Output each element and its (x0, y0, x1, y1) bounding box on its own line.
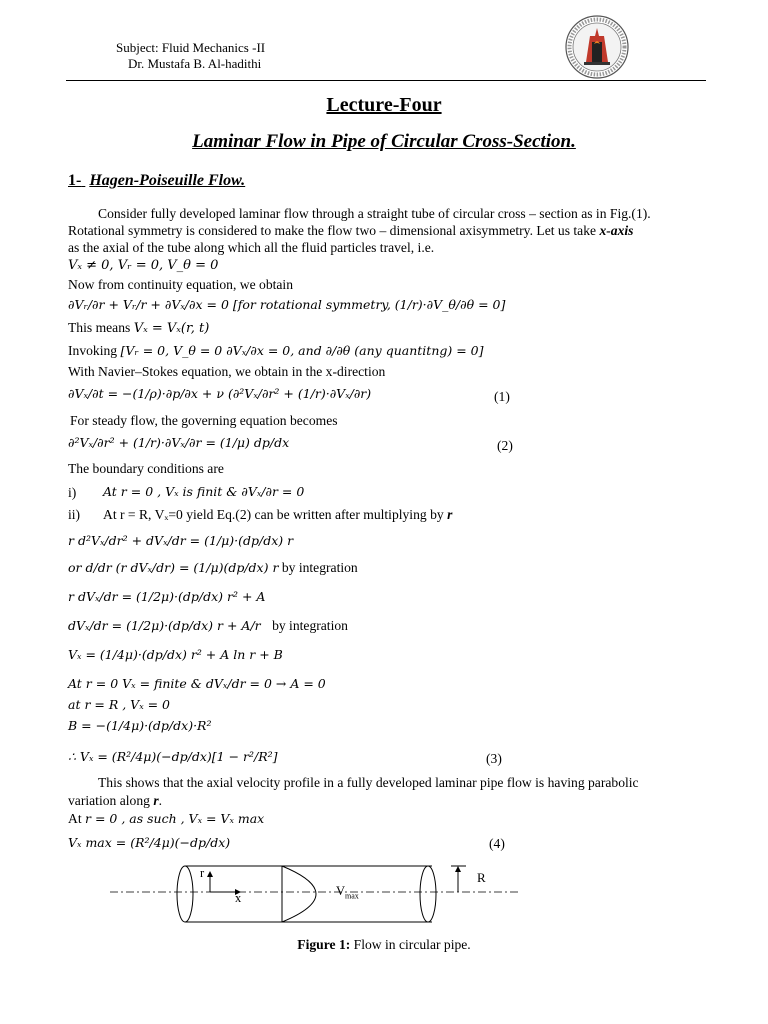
section-heading (68, 172, 245, 190)
max-velocity-condition: r = 0 , as such , Vₓ = Vₓ max (85, 811, 265, 826)
boundary-conditions-text: The boundary conditions are (68, 461, 224, 476)
this-means-line: This means Vₓ = Vₓ(r, t) (68, 320, 210, 336)
pipe-flow-figure (110, 858, 530, 930)
invoking-line: Invoking [Vᵣ = 0, V_θ = 0 ∂Vₓ/∂x = 0, and ∂/∂θ (any quantitng) = 0] (68, 343, 484, 358)
figure-caption: Figure 1: Flow in circular pipe. (297, 937, 471, 952)
x-axis-term: x-axis (599, 223, 634, 238)
university-logo-icon (564, 14, 630, 80)
by-integration-1: by integration (281, 560, 358, 575)
figure-label-r: r (200, 866, 205, 880)
condition-rR-equation: at r = R , Vₓ = 0 (68, 697, 171, 712)
pipe-inlet-ellipse (177, 866, 193, 922)
vx-general-equation: Vₓ = (1/4μ)·(dp/dx) r² + A ln r + B (68, 647, 283, 662)
or-equation: or d/dr (r dVₓ/dr) = (1/μ)(dp/dx) r (68, 560, 279, 575)
this-means-equation: Vₓ = Vₓ(r, t) (133, 321, 210, 336)
integration-2-equation: dVₓ/dr = (1/2μ)·(dp/dx) r + A/r (68, 618, 261, 633)
header-rule (66, 80, 706, 81)
parabolic-line-2: variation along r. (68, 793, 163, 808)
equation-4-number: (4) (489, 836, 505, 851)
equation-1-number: (1) (494, 389, 510, 404)
intro-line-2: Rotational symmetry is considered to make the flow two – dimensional axisymmetry. Let us take x-axis (68, 223, 634, 238)
constant-B-equation: B = −(1/4μ)·(dp/dx)·R² (68, 718, 212, 733)
intro-line-3: as the axial of the tube along which all the fluid particles travel, i.e. (68, 240, 435, 255)
bc-1-equation: At r = 0 , Vₓ is finit & ∂Vₓ/∂r = 0 (103, 484, 305, 499)
lecture-subtitle: Laminar Flow in Pipe of Circular Cross-Section. (192, 131, 576, 152)
integration-1-equation: r dVₓ/dr = (1/2μ)·(dp/dx) r² + A (68, 589, 266, 604)
intro-line-1: Consider fully developed laminar flow through a straight tube of circular cross – section as in Fig.(1). (98, 206, 651, 221)
bc-1-label: i) (68, 485, 77, 500)
integration-2-line (68, 617, 348, 635)
invoking-equation: [Vᵣ = 0, V_θ = 0 ∂Vₓ/∂x = 0, and ∂/∂θ (any quantitng) = 0] (120, 343, 484, 358)
equation-3-number: (3) (486, 751, 502, 766)
figure-label-R: R (477, 870, 486, 885)
figure-label-vmax: $V_{max}$ (336, 884, 359, 901)
navier-text: With Navier–Stokes equation, we obtain in the x-direction (68, 364, 386, 379)
multiplied-equation: r d²Vₓ/dr² + dVₓ/dr = (1/μ)·(dp/dx) r (68, 533, 294, 548)
subject-line: Subject: Fluid Mechanics -II (116, 40, 266, 55)
figure-label-x: x (235, 891, 242, 905)
steady-flow-text: For steady flow, the governing equation becomes (70, 413, 338, 428)
section-number: 1- (68, 172, 82, 189)
by-integration-2: by integration (272, 618, 348, 633)
equation-2-number: (2) (497, 438, 513, 453)
equation-1: ∂Vₓ/∂t = −(1/ρ)·∂p/∂x + ν (∂²Vₓ/∂r² + (1/r)·∂Vₓ/∂r) (68, 386, 372, 401)
parabolic-line-1: This shows that the axial velocity profile in a fully developed laminar pipe flow is having parabolic (98, 775, 639, 790)
velocity-equation: Vₓ ≠ 0, Vᵣ = 0, V_θ = 0 (68, 258, 219, 273)
lecture-title: Lecture-Four (326, 94, 442, 116)
author-line: Dr. Mustafa B. Al-hadithi (128, 56, 262, 71)
or-line (68, 559, 358, 577)
equation-2: ∂²Vₓ/∂r² + (1/r)·∂Vₓ/∂r = (1/μ) dp/dx (68, 435, 290, 450)
max-velocity-line: At r = 0 , as such , Vₓ = Vₓ max (68, 811, 265, 826)
bc-2-text: At r = R, Vₓ=0 yield Eq.(2) can be written after multiplying by r (103, 507, 453, 522)
bc-2-label: ii) (68, 507, 81, 522)
continuity-text: Now from continuity equation, we obtain (68, 277, 294, 292)
condition-r0-equation: At r = 0 Vₓ = finite & dVₓ/dr = 0 → A = 0 (68, 676, 326, 691)
equation-4: Vₓ max = (R²/4μ)(−dp/dx) (68, 835, 231, 850)
continuity-equation: ∂Vᵣ/∂r + Vᵣ/r + ∂Vₓ/∂x = 0 [for rotational symmetry, (1/r)·∂V_θ/∂θ = 0] (68, 297, 506, 312)
pipe-outlet-ellipse (420, 866, 436, 922)
parabolic-velocity-profile (282, 866, 316, 922)
equation-3: ∴ Vₓ = (R²/4μ)(−dp/dx)[1 − r²/R²] (68, 749, 278, 764)
section-title: Hagen-Poiseuille Flow. (89, 172, 246, 189)
